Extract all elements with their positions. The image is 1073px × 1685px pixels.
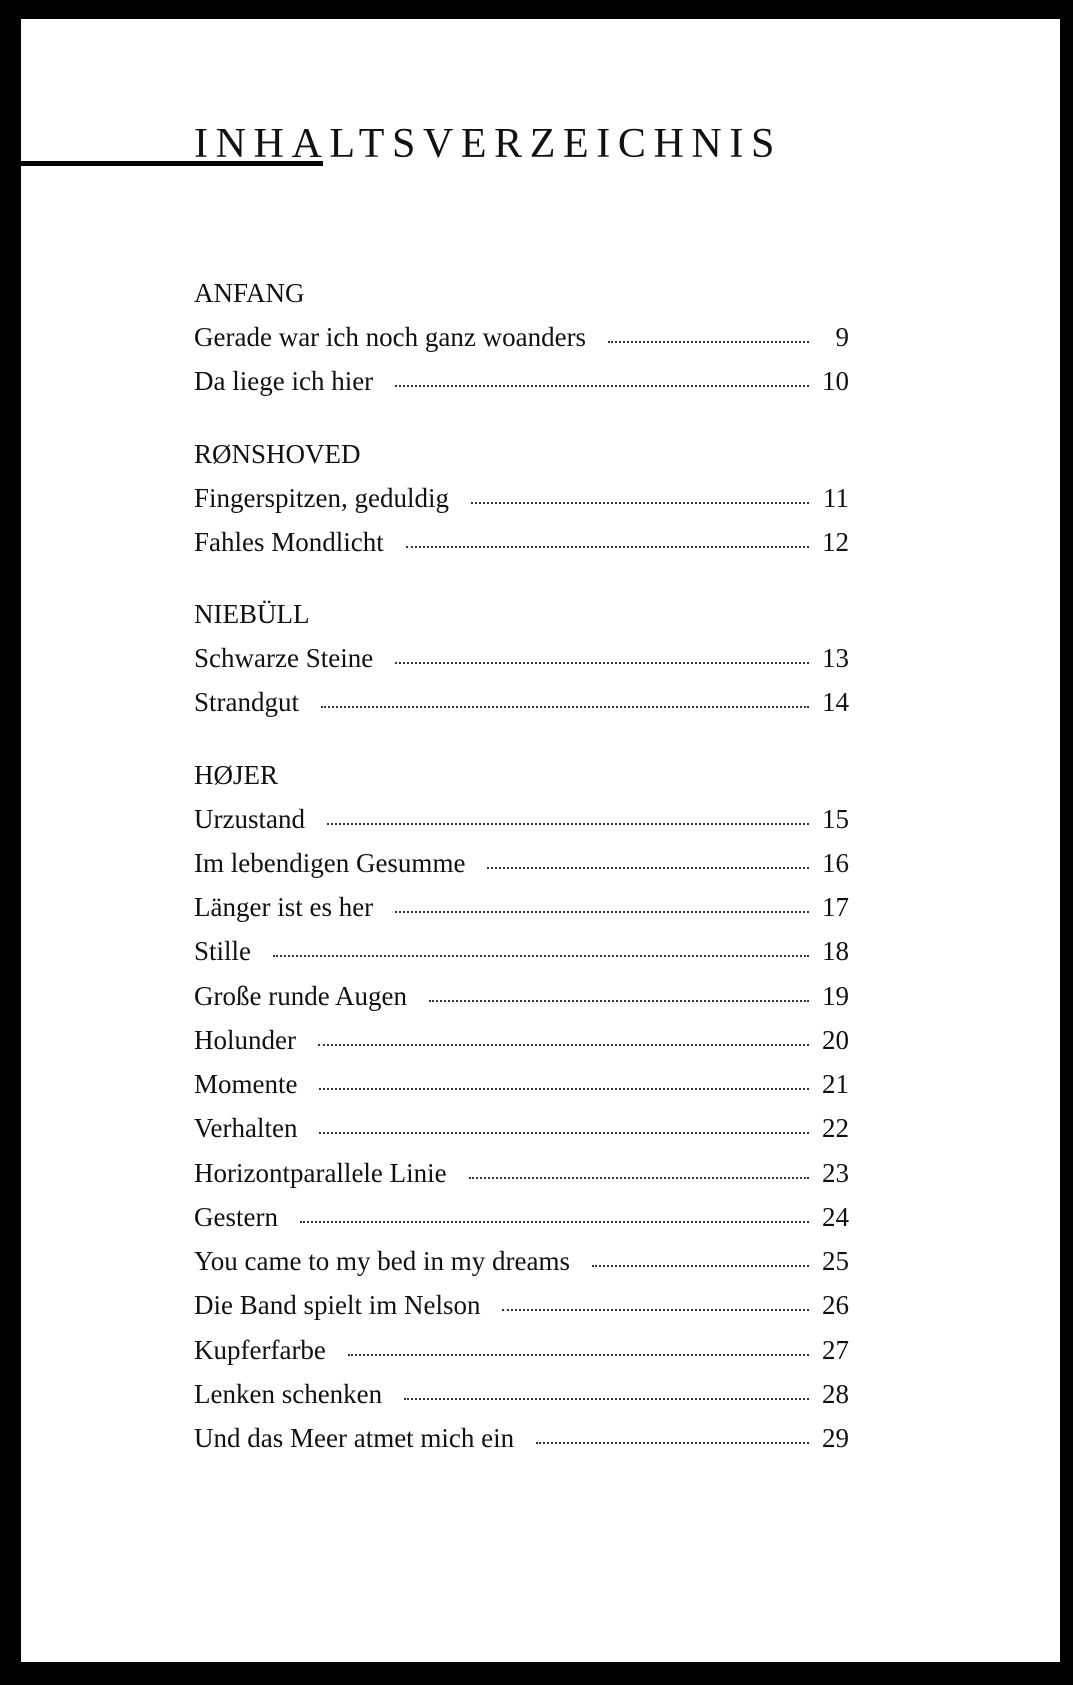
entry-title: Kupferfarbe [194,1334,326,1365]
entry-page-number: 27 [822,1334,849,1365]
toc-entry [194,476,849,520]
dot-leader [406,545,809,548]
entry-title: Gerade war ich noch ganz woanders [194,322,587,352]
toc-entry [194,1328,849,1372]
entry-title: Horizontparallele Linie [194,1157,447,1188]
toc-entry [194,359,849,403]
toc-entry [194,1195,849,1239]
dot-leader [608,340,809,343]
dot-leader [395,910,809,913]
entry-title: Und das Meer atmet mich ein [194,1423,515,1453]
dot-leader [487,866,809,869]
dot-leader [469,1176,809,1179]
toc-entry [194,1372,849,1416]
dot-leader [536,1441,809,1444]
entry-title: Im lebendigen Gesumme [194,847,466,878]
entry-page-number: 22 [822,1113,849,1144]
entry-title: Große runde Augen [194,980,407,1011]
dot-leader [318,1043,809,1046]
entry-page-number: 29 [822,1423,849,1453]
entry-title: Holunder [194,1024,296,1055]
toc-entry [194,797,849,841]
entry-page-number: 11 [823,482,849,513]
entry-page-number: 18 [822,936,849,967]
toc-entry [194,1283,849,1327]
toc-entry [194,974,849,1018]
dot-leader [395,661,809,664]
toc-section [194,753,849,1461]
entry-title: Verhalten [194,1113,298,1144]
entry-title: Fahles Mondlicht [194,526,384,557]
entry-page-number: 24 [822,1201,849,1232]
toc-entry [194,1239,849,1283]
entry-title: Schwarze Steine [194,643,374,673]
toc-entry [194,1018,849,1062]
entry-page-number: 19 [822,980,849,1011]
dot-leader [319,1087,809,1090]
entry-page-number: 17 [822,892,849,922]
dot-leader [300,1220,809,1223]
entry-page-number: 28 [822,1378,849,1409]
section-heading: HØJER [194,759,279,790]
toc-section [194,432,849,565]
dot-leader [395,384,809,387]
dot-leader [429,999,809,1002]
toc-entry [194,315,849,359]
dot-leader [321,705,809,708]
toc-section [194,271,849,404]
entry-page-number: 21 [822,1069,849,1099]
toc-entry [194,520,849,564]
entry-title: Gestern [194,1201,278,1232]
entry-title: You came to my bed in my dreams [194,1246,570,1276]
toc-entry [194,1062,849,1106]
toc-entry [194,680,849,724]
table-of-contents [194,271,849,1488]
entry-page-number: 25 [822,1246,849,1276]
section-heading: NIEBÜLL [194,599,310,629]
toc-entry [194,636,849,680]
entry-page-number: 10 [822,366,849,397]
toc-entry [194,841,849,885]
entry-page-number: 26 [822,1290,849,1321]
entry-title: Strandgut [194,687,299,718]
toc-entry [194,885,849,929]
page-title: INHALTSVERZEICHNIS [194,121,782,167]
dot-leader [502,1308,809,1311]
section-heading: RØNSHOVED [194,438,361,469]
entry-page-number: 12 [822,526,849,557]
toc-entry [194,929,849,973]
toc-entry [194,1416,849,1460]
dot-leader [348,1353,809,1356]
toc-entry [194,1106,849,1150]
entry-title: Momente [194,1069,298,1099]
section-heading: ANFANG [194,278,305,308]
dot-leader [273,954,809,957]
dot-leader [471,501,809,504]
entry-title: Urzustand [194,803,305,834]
toc-entry [194,1151,849,1195]
entry-title: Länger ist es her [194,892,374,922]
document-page [21,19,1060,1662]
toc-section [194,592,849,725]
dot-leader [319,1131,809,1134]
entry-page-number: 15 [822,803,849,834]
entry-title: Die Band spielt im Nelson [194,1290,481,1321]
dot-leader [404,1397,809,1400]
entry-page-number: 14 [822,687,849,718]
entry-page-number: 20 [822,1024,849,1055]
entry-title: Fingerspitzen, geduldig [194,482,449,513]
entry-title: Stille [194,936,252,967]
entry-title: Lenken schenken [194,1378,383,1409]
entry-page-number: 9 [835,322,849,352]
entry-page-number: 23 [822,1157,849,1188]
entry-title: Da liege ich hier [194,366,374,397]
dot-leader [592,1264,809,1267]
entry-page-number: 13 [822,643,849,673]
entry-page-number: 16 [822,847,849,878]
dot-leader [327,822,809,825]
